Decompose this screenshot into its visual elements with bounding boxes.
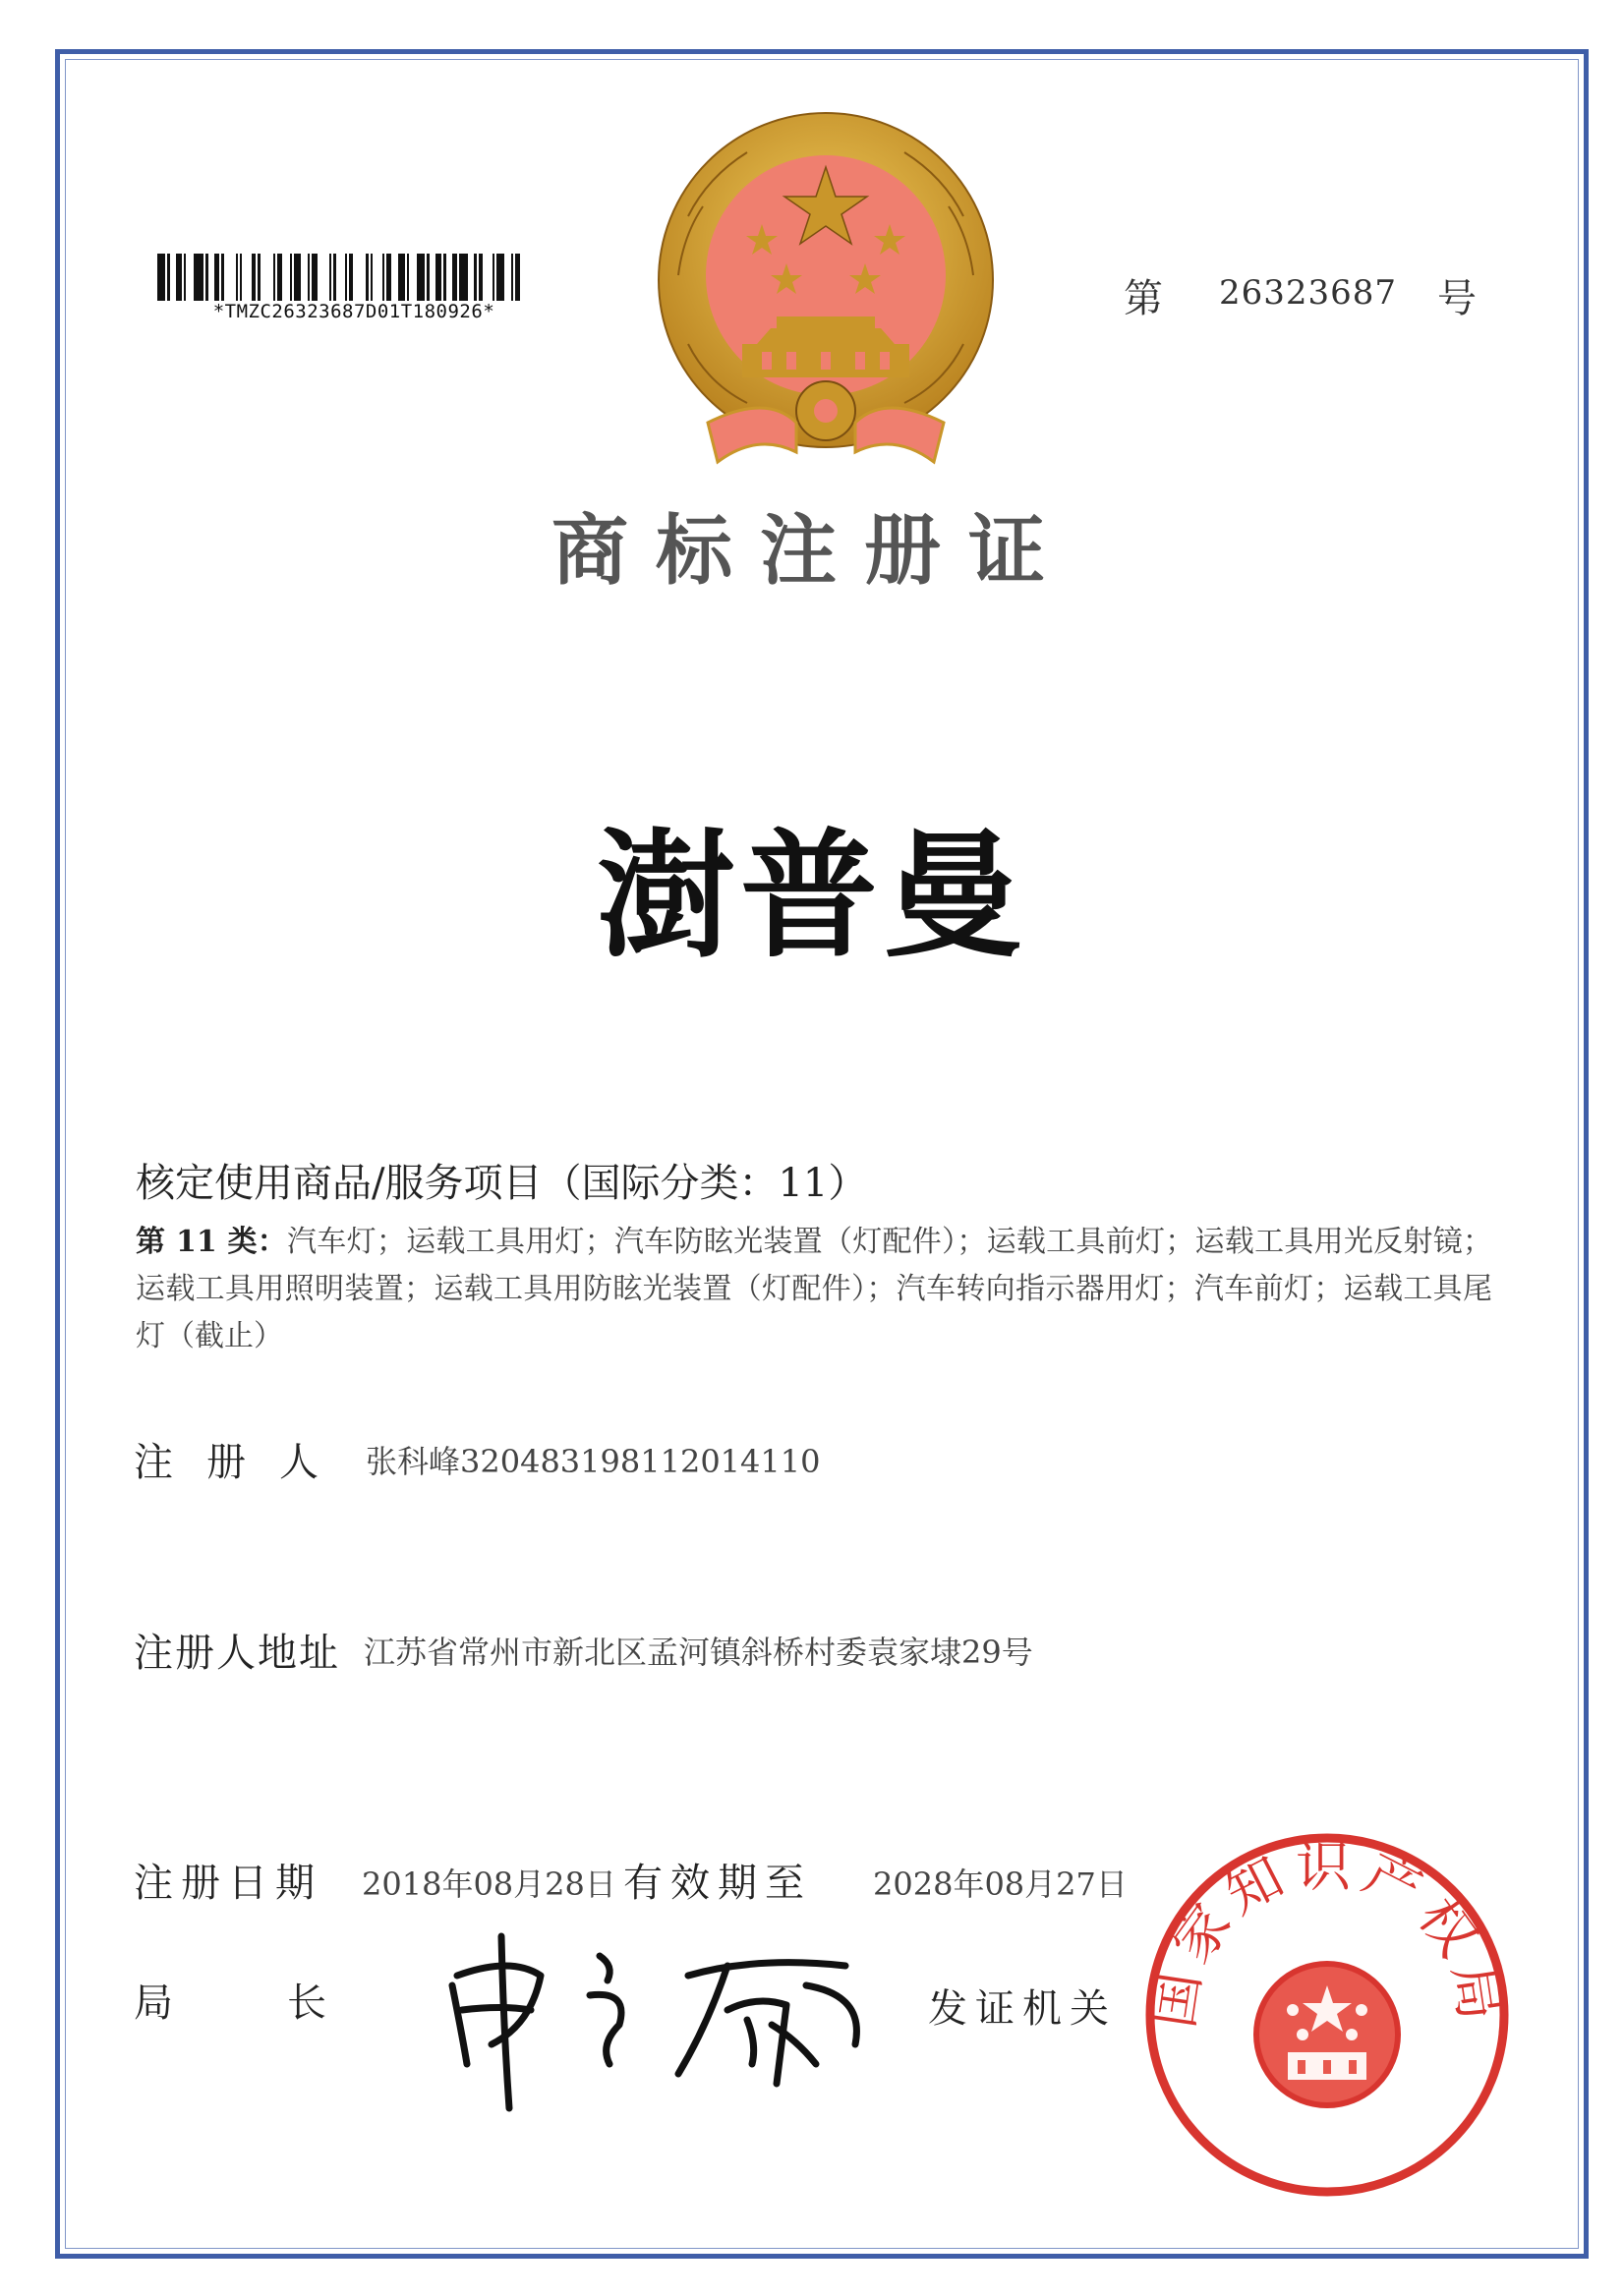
- barcode-bar: [312, 254, 318, 301]
- barcode-bar: [290, 254, 292, 301]
- director-signature: [433, 1917, 885, 2113]
- registration-date-value: 2018年08月28日: [362, 1866, 616, 1903]
- trademark-name: 澍普曼: [596, 817, 1027, 977]
- seal-text: 国家知识产权局: [1141, 1835, 1513, 2033]
- barcode-bar: [452, 254, 457, 301]
- registrant-value: 张科峰320483198112014110: [366, 1443, 821, 1480]
- barcode-bar: [411, 254, 415, 301]
- barcode-bar: [485, 254, 491, 301]
- barcode-bar: [240, 254, 242, 301]
- official-seal-icon: [1140, 1828, 1514, 2202]
- barcode-bar: [479, 254, 483, 301]
- registration-date-label: 注册日期: [134, 1861, 322, 1906]
- director-label-left: 局: [134, 1980, 173, 2026]
- barcode-bar: [427, 254, 430, 301]
- barcode-bar: [167, 254, 170, 301]
- barcode-bar: [375, 254, 380, 301]
- cert-number-prefix: 第: [1124, 276, 1163, 321]
- barcode-bar: [459, 254, 468, 301]
- barcode-bar: [205, 254, 208, 301]
- barcode-bar: [474, 254, 477, 301]
- barcode-bar: [515, 254, 520, 301]
- barcode-bar: [221, 254, 224, 301]
- barcode-bar: [226, 254, 234, 301]
- barcode-bar: [338, 254, 343, 301]
- barcode-bar: [407, 254, 409, 301]
- barcode-bar: [393, 254, 396, 301]
- address-label: 注册人地址: [134, 1631, 340, 1676]
- barcode-bar: [303, 254, 306, 301]
- barcode: [157, 254, 551, 301]
- barcode-bar: [284, 254, 288, 301]
- barcode-bar: [210, 254, 212, 301]
- barcode-bar: [349, 254, 353, 301]
- goods-list: [136, 1219, 1492, 1360]
- barcode-bar: [470, 254, 472, 301]
- barcode-bar: [511, 254, 513, 301]
- issuer-label: 发证机关: [928, 1986, 1117, 2032]
- barcode-bar: [435, 254, 441, 301]
- barcode-bar: [308, 254, 310, 301]
- document-title: 商标注册证: [551, 506, 1073, 596]
- barcode-bar: [188, 254, 192, 301]
- barcode-bar: [184, 254, 186, 301]
- barcode-bar: [294, 254, 301, 301]
- barcode-bar: [333, 254, 336, 301]
- barcode-bar: [244, 254, 250, 301]
- barcode-bar: [432, 254, 434, 301]
- goods-heading: 核定使用商品/服务项目（国际分类：11）: [136, 1161, 868, 1206]
- barcode-text: *TMZC26323687D01T180926*: [212, 301, 495, 322]
- address-value: 江苏省常州市新北区孟河镇斜桥村委袁家埭29号: [364, 1634, 1033, 1671]
- cert-number-suffix: 号: [1437, 276, 1477, 321]
- barcode-bar: [386, 254, 391, 301]
- barcode-bar: [345, 254, 347, 301]
- barcode-bar: [522, 254, 526, 301]
- barcode-bar: [506, 254, 509, 301]
- barcode-bar: [236, 254, 238, 301]
- barcode-bar: [443, 254, 446, 301]
- barcode-bar: [355, 254, 364, 301]
- barcode-bar: [277, 254, 282, 301]
- barcode-bar: [252, 254, 256, 301]
- valid-until-label: 有效期至: [623, 1861, 812, 1906]
- barcode-bar: [329, 254, 331, 301]
- barcode-bar: [496, 254, 504, 301]
- barcode-bar: [194, 254, 203, 301]
- goods-items: 汽车灯；运载工具用灯；汽车防眩光装置（灯配件）；运载工具前灯；运载工具用光反射镜；运载工具用照明装置；运载工具用防眩光装置（灯配件）；汽车转向指示器用灯；汽车前灯；运载工具尾灯（截止）: [136, 1225, 1493, 1353]
- barcode-bar: [262, 254, 271, 301]
- national-emblem-icon: [649, 98, 1003, 482]
- cert-number: 26323687: [1219, 273, 1398, 313]
- barcode-bar: [382, 254, 384, 301]
- valid-until-value: 2028年08月27日: [873, 1866, 1128, 1903]
- barcode-bar: [366, 254, 369, 301]
- registrant-label: 注册人: [134, 1440, 352, 1485]
- goods-class-label: 第 11 类：: [136, 1225, 288, 1259]
- barcode-bar: [214, 254, 219, 301]
- barcode-bar: [371, 254, 373, 301]
- barcode-bar: [258, 254, 261, 301]
- director-label-right: 长: [287, 1980, 326, 2026]
- barcode-bar: [157, 254, 165, 301]
- barcode-bar: [172, 254, 174, 301]
- barcode-bar: [493, 254, 494, 301]
- barcode-bar: [319, 254, 327, 301]
- barcode-bar: [398, 254, 405, 301]
- barcode-bar: [176, 254, 182, 301]
- barcode-bar: [448, 254, 450, 301]
- barcode-bar: [273, 254, 275, 301]
- barcode-bar: [417, 254, 425, 301]
